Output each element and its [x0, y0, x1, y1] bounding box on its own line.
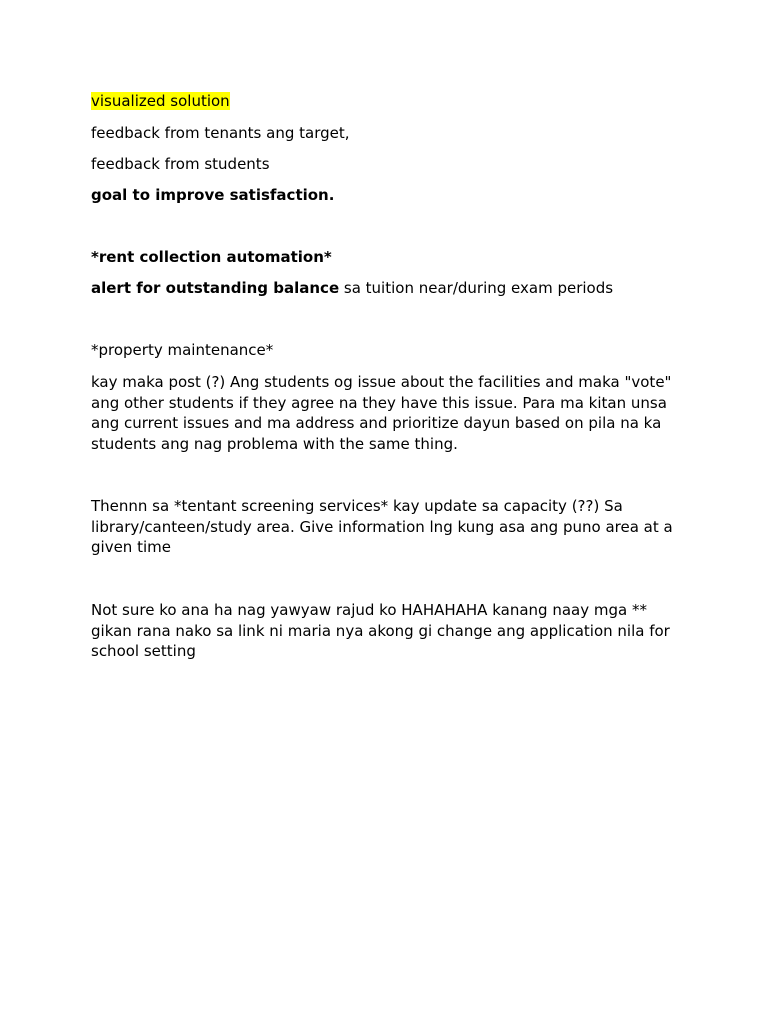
- paragraph: Not sure ko ana ha nag yawyaw rajud ko HAHAHAHA kanang naay mga ** gikan rana nako sa link ni maria nya akong gi change ang application nila for school setting: [91, 601, 670, 661]
- section-heading: *property maintenance*: [91, 341, 274, 359]
- section-heading: *rent collection automation*: [91, 248, 332, 266]
- text-line: [91, 278, 613, 298]
- bold-phrase: alert for outstanding balance: [91, 279, 340, 297]
- highlighted-text: visualized solution: [91, 92, 230, 110]
- text-line: feedback from students: [91, 155, 270, 173]
- text-phrase: sa tuition near/during exam periods: [339, 279, 614, 297]
- heading-line: [91, 91, 230, 111]
- bold-text-line: goal to improve satisfaction.: [91, 186, 335, 204]
- paragraph: Thennn sa *tentant screening services* kay update sa capacity (??) Sa library/canteen/study area. Give information lng kung asa ang puno area at a given time: [91, 497, 673, 557]
- text-line: feedback from tenants ang target,: [91, 124, 350, 142]
- paragraph: kay maka post (?) Ang students og issue about the facilities and maka "vote" ang other students if they agree na they have this issue. Para ma kitan unsa ang current issues and ma address and prioritize dayun based on pila na ka students ang nag problema with the same thing.: [91, 373, 672, 454]
